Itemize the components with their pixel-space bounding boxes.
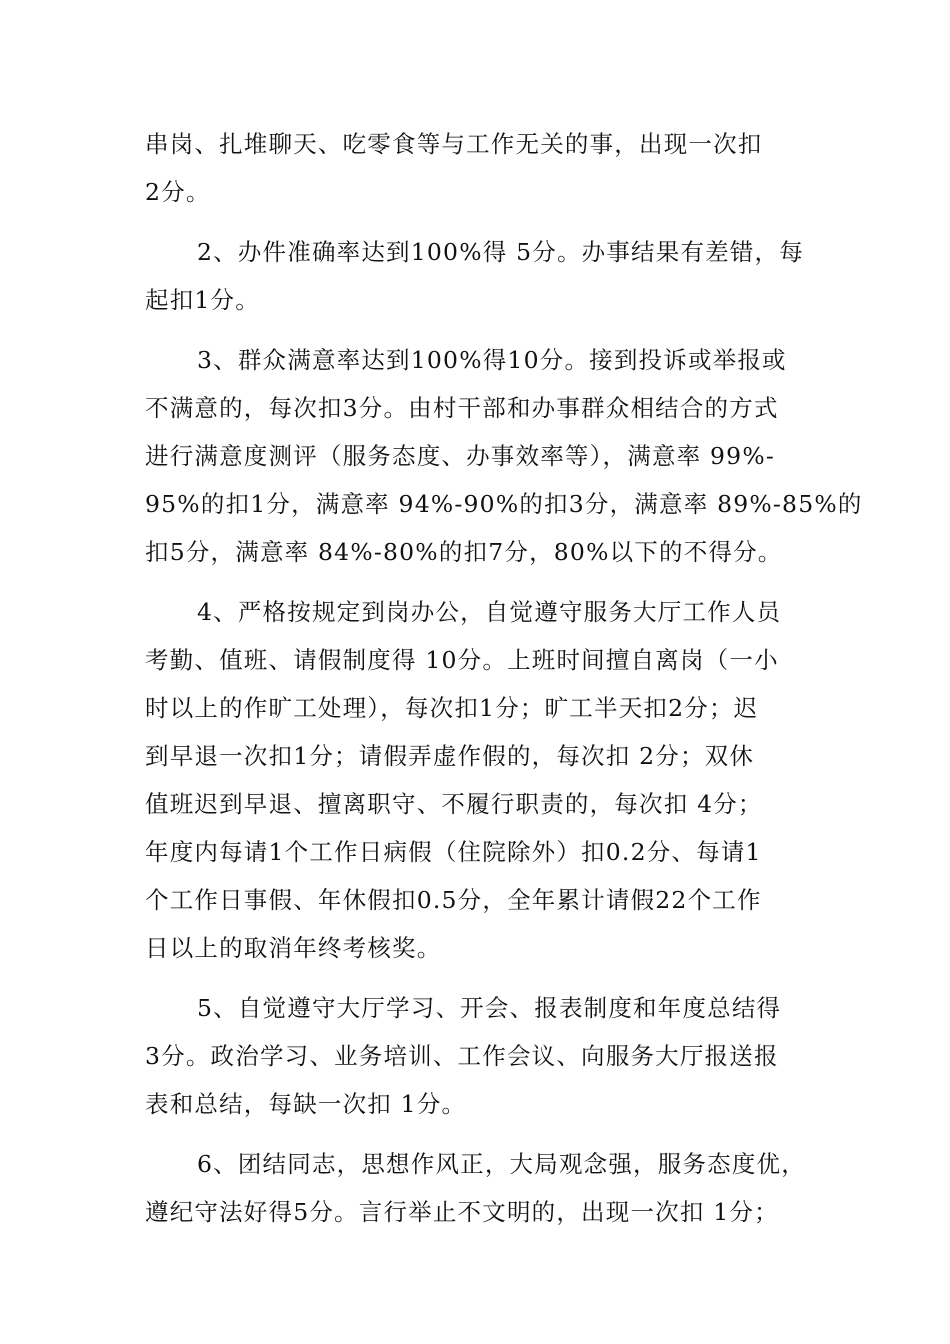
paragraph-3 bbox=[145, 336, 863, 576]
text-line: 年度内每请1个工作日病假（住院除外）扣0.2分、每请1 bbox=[145, 838, 762, 866]
text-line: 3分。政治学习、业务培训、工作会议、向服务大厅报送报 bbox=[145, 1042, 779, 1070]
text-line: 个工作日事假、年休假扣0.5分，全年累计请假22个工作 bbox=[145, 886, 762, 914]
paragraph-0 bbox=[145, 120, 815, 216]
text-line: 95%的扣1分，满意率 94%-90%的扣3分，满意率 89%-85%的 bbox=[145, 490, 863, 518]
text-line: 扣5分，满意率 84%-80%的扣7分，80%以下的不得分。 bbox=[145, 538, 783, 566]
text-line: 日以上的取消年终考核奖。 bbox=[145, 934, 442, 962]
text-line: 考勤、值班、请假制度得 10分。上班时间擅自离岗（一小 bbox=[145, 646, 779, 674]
text-line: 进行满意度测评（服务态度、办事效率等），满意率 99%- bbox=[145, 442, 775, 470]
text-line: 时以上的作旷工处理），每次扣1分；旷工半天扣2分；迟 bbox=[145, 694, 759, 722]
text-line: 5、自觉遵守大厅学习、开会、报表制度和年度总结得 bbox=[197, 994, 782, 1022]
text-line: 表和总结，每缺一次扣 1分。 bbox=[145, 1090, 467, 1118]
text-line: 4、严格按规定到岗办公，自觉遵守服务大厅工作人员 bbox=[197, 598, 782, 626]
text-line: 2分。 bbox=[145, 178, 211, 206]
paragraph-6 bbox=[145, 1140, 815, 1236]
text-line: 起扣1分。 bbox=[145, 286, 260, 314]
paragraph-gap bbox=[145, 576, 815, 588]
text-line: 3、群众满意率达到100%得10分。接到投诉或举报或 bbox=[197, 346, 787, 374]
text-line: 6、团结同志，思想作风正，大局观念强，服务态度优， bbox=[197, 1150, 806, 1178]
paragraph-gap bbox=[145, 1128, 815, 1140]
paragraph-gap bbox=[145, 216, 815, 228]
paragraph-gap bbox=[145, 324, 815, 336]
text-line: 值班迟到早退、擅离职守、不履行职责的，每次扣 4分； bbox=[145, 790, 763, 818]
paragraph-2 bbox=[145, 228, 815, 324]
text-line: 2、办件准确率达到100%得 5分。办事结果有差错，每 bbox=[197, 238, 804, 266]
document-body bbox=[145, 120, 863, 1236]
paragraph-5 bbox=[145, 984, 815, 1128]
text-line: 不满意的，每次扣3分。由村干部和办事群众相结合的方式 bbox=[145, 394, 779, 422]
paragraph-gap bbox=[145, 972, 815, 984]
text-line: 串岗、扎堆聊天、吃零食等与工作无关的事，出现一次扣 bbox=[145, 130, 763, 158]
paragraph-4 bbox=[145, 588, 815, 972]
text-line: 遵纪守法好得5分。言行举止不文明的，出现一次扣 1分； bbox=[145, 1198, 779, 1226]
text-line: 到早退一次扣1分；请假弄虚作假的，每次扣 2分；双休 bbox=[145, 742, 755, 770]
